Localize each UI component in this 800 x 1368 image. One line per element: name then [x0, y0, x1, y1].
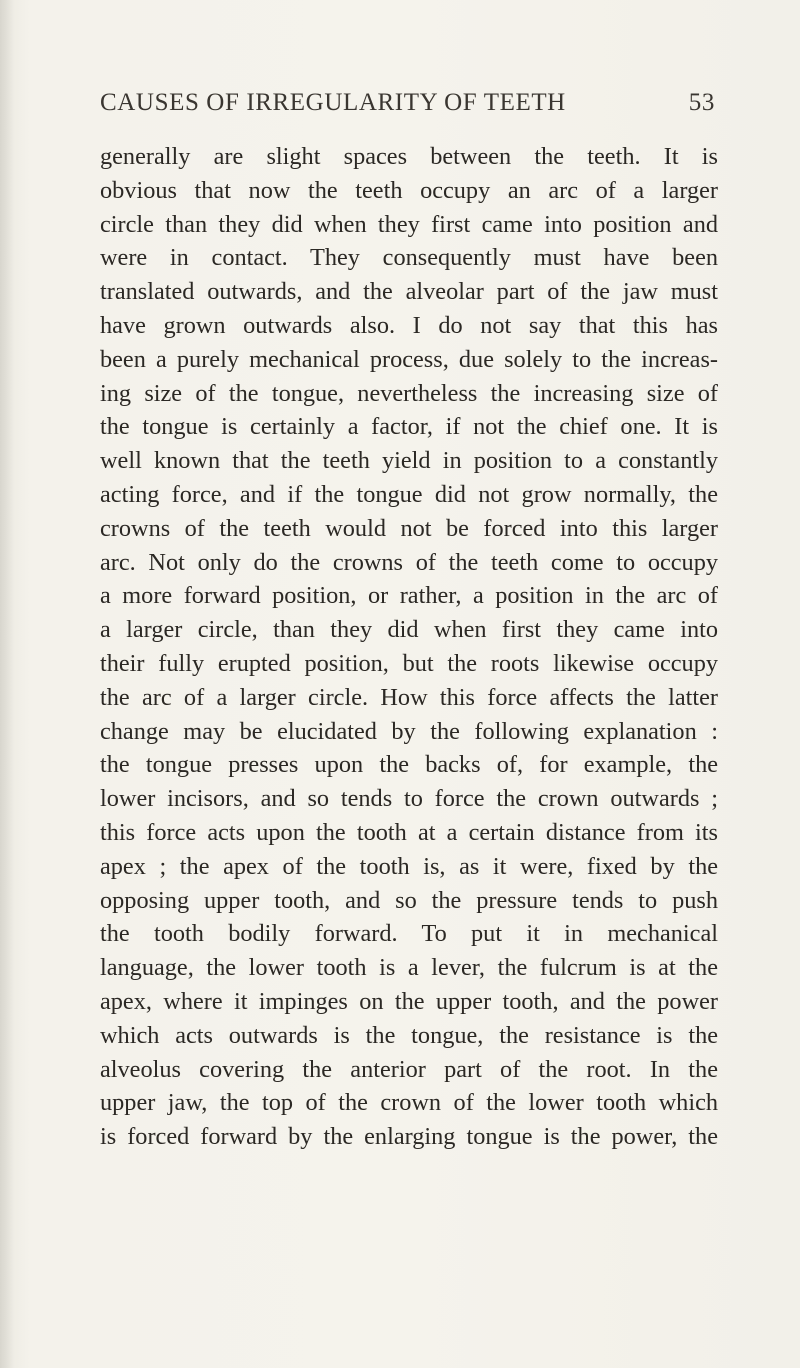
text-line: obvious that now the teeth occupy an arc of a larger: [100, 176, 718, 204]
text-line: the tongue is certainly a factor, if not the chief one. It is: [100, 413, 718, 441]
running-head: [100, 89, 715, 123]
text-line: apex, where it impinges on the upper tooth, and the power: [100, 987, 718, 1015]
text-line: the tongue presses upon the backs of, for example, the: [100, 751, 718, 779]
text-line: is forced forward by the enlarging tongue is the power, the: [100, 1123, 718, 1151]
body-text: [100, 140, 718, 1154]
text-line: were in contact. They consequently must have been: [100, 244, 718, 272]
text-line: ing size of the tongue, nevertheless the increasing size of: [100, 379, 718, 407]
text-line: arc. Not only do the crowns of the teeth come to occupy: [100, 548, 718, 576]
text-line: have grown outwards also. I do not say that this has: [100, 311, 718, 339]
text-line: a larger circle, than they did when first they came into: [100, 616, 718, 644]
text-line: the tooth bodily forward. To put it in mechanical: [100, 920, 718, 948]
text-line: acting force, and if the tongue did not grow normally, the: [100, 480, 718, 508]
text-line: been a purely mechanical process, due solely to the increas-: [100, 345, 718, 373]
text-line: change may be elucidated by the following explanation :: [100, 717, 718, 745]
text-line: language, the lower tooth is a lever, the fulcrum is at the: [100, 954, 718, 982]
text-line: a more forward position, or rather, a position in the arc of: [100, 582, 718, 610]
text-line: circle than they did when they first came into position and: [100, 210, 718, 238]
text-line: upper jaw, the top of the crown of the lower tooth which: [100, 1089, 718, 1117]
text-line: generally are slight spaces between the teeth. It is: [100, 143, 718, 170]
running-head-title: CAUSES OF IRREGULARITY OF TEETH: [100, 89, 566, 116]
text-line: the arc of a larger circle. How this force affects the latter: [100, 683, 718, 711]
text-line: this force acts upon the tooth at a certain distance from its: [100, 818, 718, 846]
page-number: 53: [688, 89, 715, 116]
text-line: lower incisors, and so tends to force the crown outwards ;: [100, 785, 718, 813]
text-line: translated outwards, and the alveolar part of the jaw must: [100, 278, 718, 306]
text-line: which acts outwards is the tongue, the resistance is the: [100, 1021, 718, 1049]
gutter-shadow: [0, 0, 14, 1368]
text-line: opposing upper tooth, and so the pressure tends to push: [100, 886, 718, 914]
text-line: apex ; the apex of the tooth is, as it were, fixed by the: [100, 852, 718, 880]
text-line: well known that the teeth yield in position to a constantly: [100, 447, 718, 475]
text-line: alveolus covering the anterior part of the root. In the: [100, 1055, 718, 1083]
text-line: crowns of the teeth would not be forced into this larger: [100, 514, 718, 542]
text-line: their fully erupted position, but the roots likewise occupy: [100, 649, 718, 677]
